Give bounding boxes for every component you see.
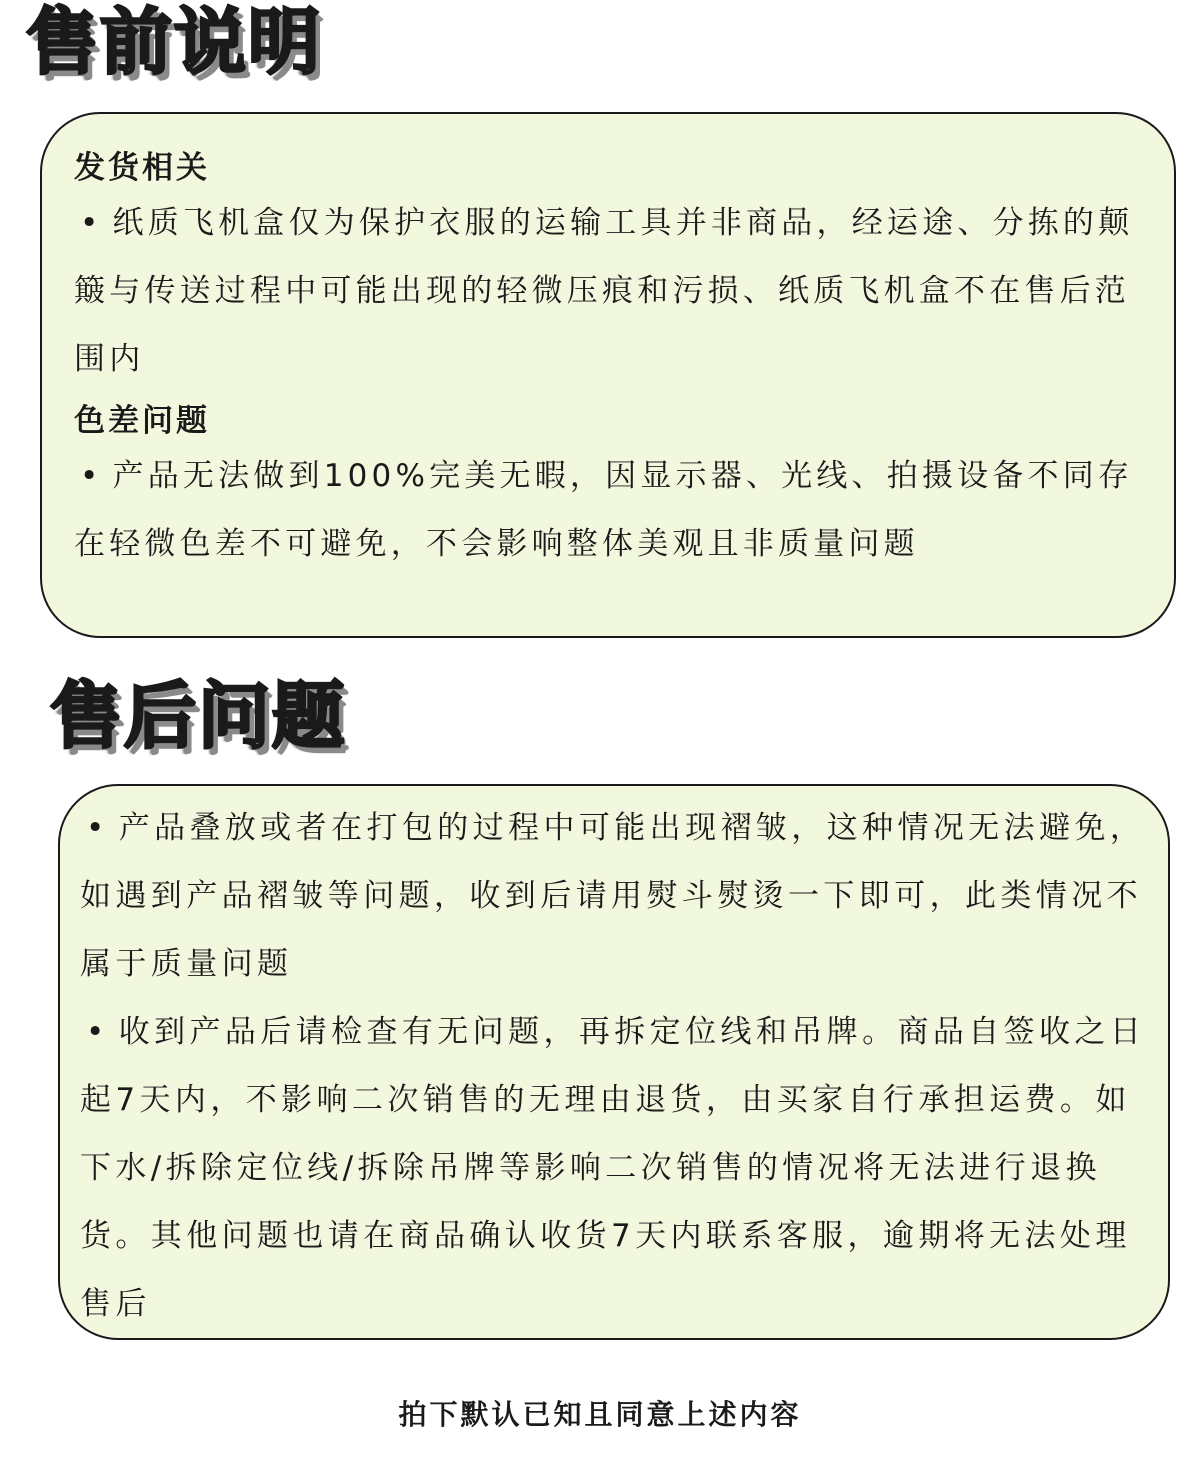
shipping-text: 纸质飞机盒仅为保护衣服的运输工具并非商品，经运途、分拣的颠簸与传送过程中可能出现的轻微压痕和污损、纸质飞机盒不在售后范围内	[74, 205, 1134, 378]
return-paragraph	[80, 998, 1148, 1338]
shipping-heading: 发货相关	[74, 150, 210, 186]
footer-note: 拍下默认已知且同意上述内容	[398, 1398, 802, 1431]
after-sale-panel	[58, 784, 1170, 1340]
after-sale-title: 售后问题	[50, 674, 347, 758]
color-heading: 色差问题	[74, 403, 210, 440]
pre-sale-panel	[40, 112, 1176, 638]
color-paragraph	[74, 442, 1154, 578]
color-text: 产品无法做到100%完美无暇，因显示器、光线、拍摄设备不同存在轻微色差不可避免，不会影响整体美观且非质量问题	[74, 458, 1134, 563]
wrinkle-text: 产品叠放或者在打包的过程中可能出现褶皱，这种情况无法避免，如遇到产品褶皱等问题，收到后请用熨斗熨烫一下即可，此类情况不属于质量问题	[80, 810, 1146, 982]
bullet-icon: •	[80, 458, 103, 495]
bullet-icon: •	[86, 1014, 109, 1050]
return-text: 收到产品后请检查有无问题，再拆定位线和吊牌。商品自签收之日起7天内，不影响二次销售的无理由退货，由买家自行承担运费。如下水/拆除定位线/拆除吊牌等影响二次销售的情况将无法进行退换货。其他问题也请在商品确认收货7天内联系客服，逾期将无法处理售后	[80, 1014, 1146, 1322]
pre-sale-title: 售前说明	[26, 0, 323, 84]
wrinkle-paragraph	[80, 794, 1148, 998]
shipping-paragraph	[74, 189, 1154, 393]
bullet-icon: •	[80, 205, 103, 242]
bullet-icon: •	[86, 810, 109, 846]
